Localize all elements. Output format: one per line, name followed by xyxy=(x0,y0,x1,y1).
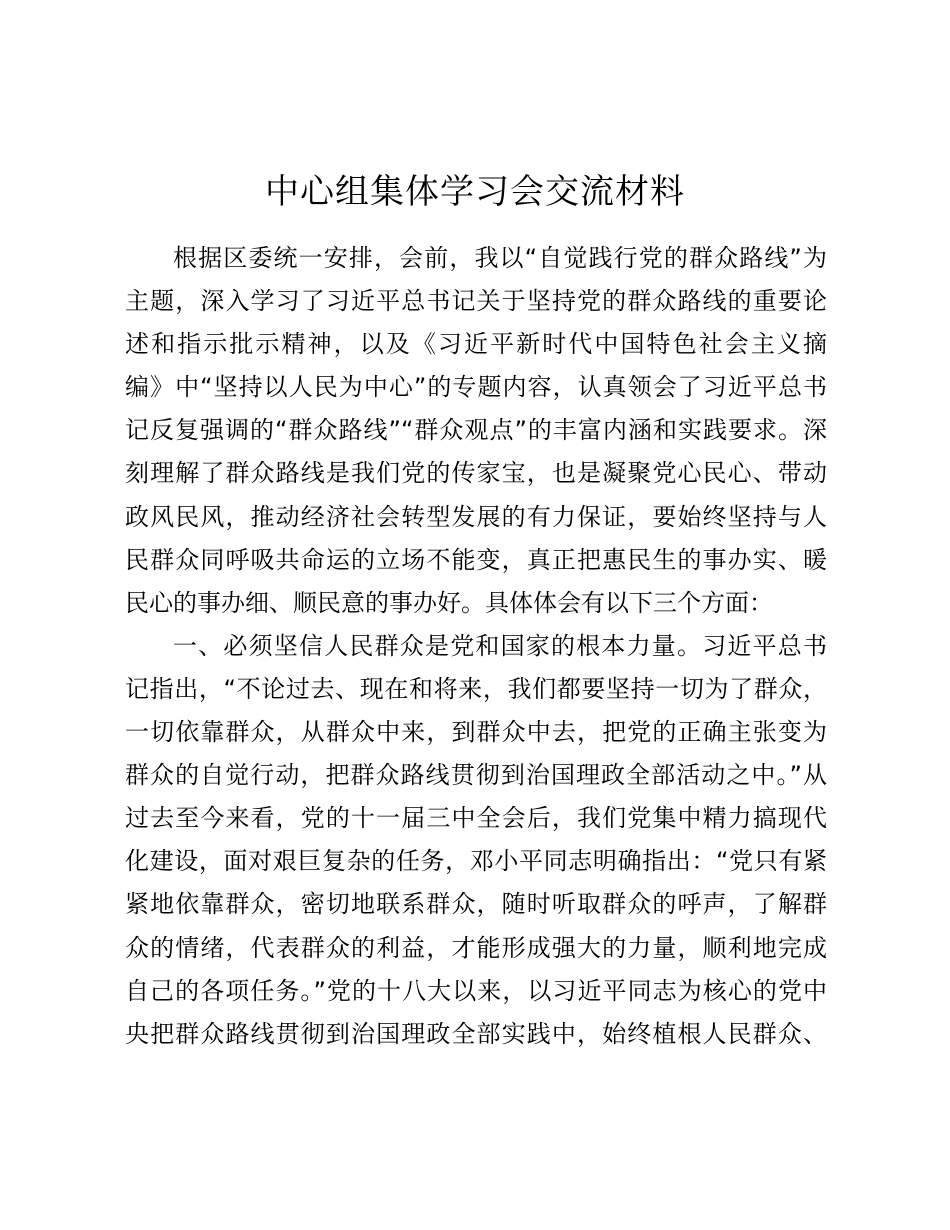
paragraph-line: 紧地依靠群众，密切地联系群众，随时听取群众的呼声，了解群 xyxy=(125,890,827,919)
paragraph-line: 政风民风，推动经济社会转型发展的有力保证，要始终坚持与人 xyxy=(125,502,827,531)
paragraph-line: 记指出，“不论过去、现在和将来，我们都要坚持一切为了群众， xyxy=(125,674,827,703)
document-title: 中心组集体学习会交流材料 xyxy=(265,172,685,212)
paragraph-line: 编》中“坚持以人民为中心”的专题内容，认真领会了习近平总书 xyxy=(125,373,827,402)
paragraph-line: 群众的自觉行动，把群众路线贯彻到治国理政全部活动之中。”从 xyxy=(125,761,827,790)
paragraph-line: 刻理解了群众路线是我们党的传家宝，也是凝聚党心民心、带动 xyxy=(125,459,827,488)
paragraph-line: 主题，深入学习了习近平总书记关于坚持党的群众路线的重要论 xyxy=(125,287,827,316)
paragraph-line: 述和指示批示精神，以及《习近平新时代中国特色社会主义摘 xyxy=(125,330,827,359)
paragraph-line: 一、必须坚信人民群众是党和国家的根本力量。习近平总书 xyxy=(173,631,827,660)
paragraph-line: 一切依靠群众，从群众中来，到群众中去，把党的正确主张变为 xyxy=(125,718,827,747)
paragraph-line: 民心的事办细、顺民意的事办好。具体体会有以下三个方面： xyxy=(125,588,773,617)
paragraph-line: 过去至今来看，党的十一届三中全会后，我们党集中精力搞现代 xyxy=(125,804,827,833)
paragraph-line: 根据区委统一安排，会前，我以“自觉践行党的群众路线”为 xyxy=(173,244,827,272)
paragraph-line: 记反复强调的“群众路线”“群众观点”的丰富内涵和实践要求。深 xyxy=(125,416,827,445)
paragraph-line: 央把群众路线贯彻到治国理政全部实践中，始终植根人民群众、 xyxy=(125,1019,827,1048)
paragraph-line: 众的情绪，代表群众的利益，才能形成强大的力量，顺利地完成 xyxy=(125,933,827,962)
paragraph-line: 自己的各项任务。”党的十八大以来，以习近平同志为核心的党中 xyxy=(125,976,827,1005)
paragraph-line: 化建设，面对艰巨复杂的任务，邓小平同志明确指出：“党只有紧 xyxy=(125,847,827,876)
paragraph-line: 民群众同呼吸共命运的立场不能变，真正把惠民生的事办实、暖 xyxy=(125,545,827,574)
document-body xyxy=(125,237,827,1056)
